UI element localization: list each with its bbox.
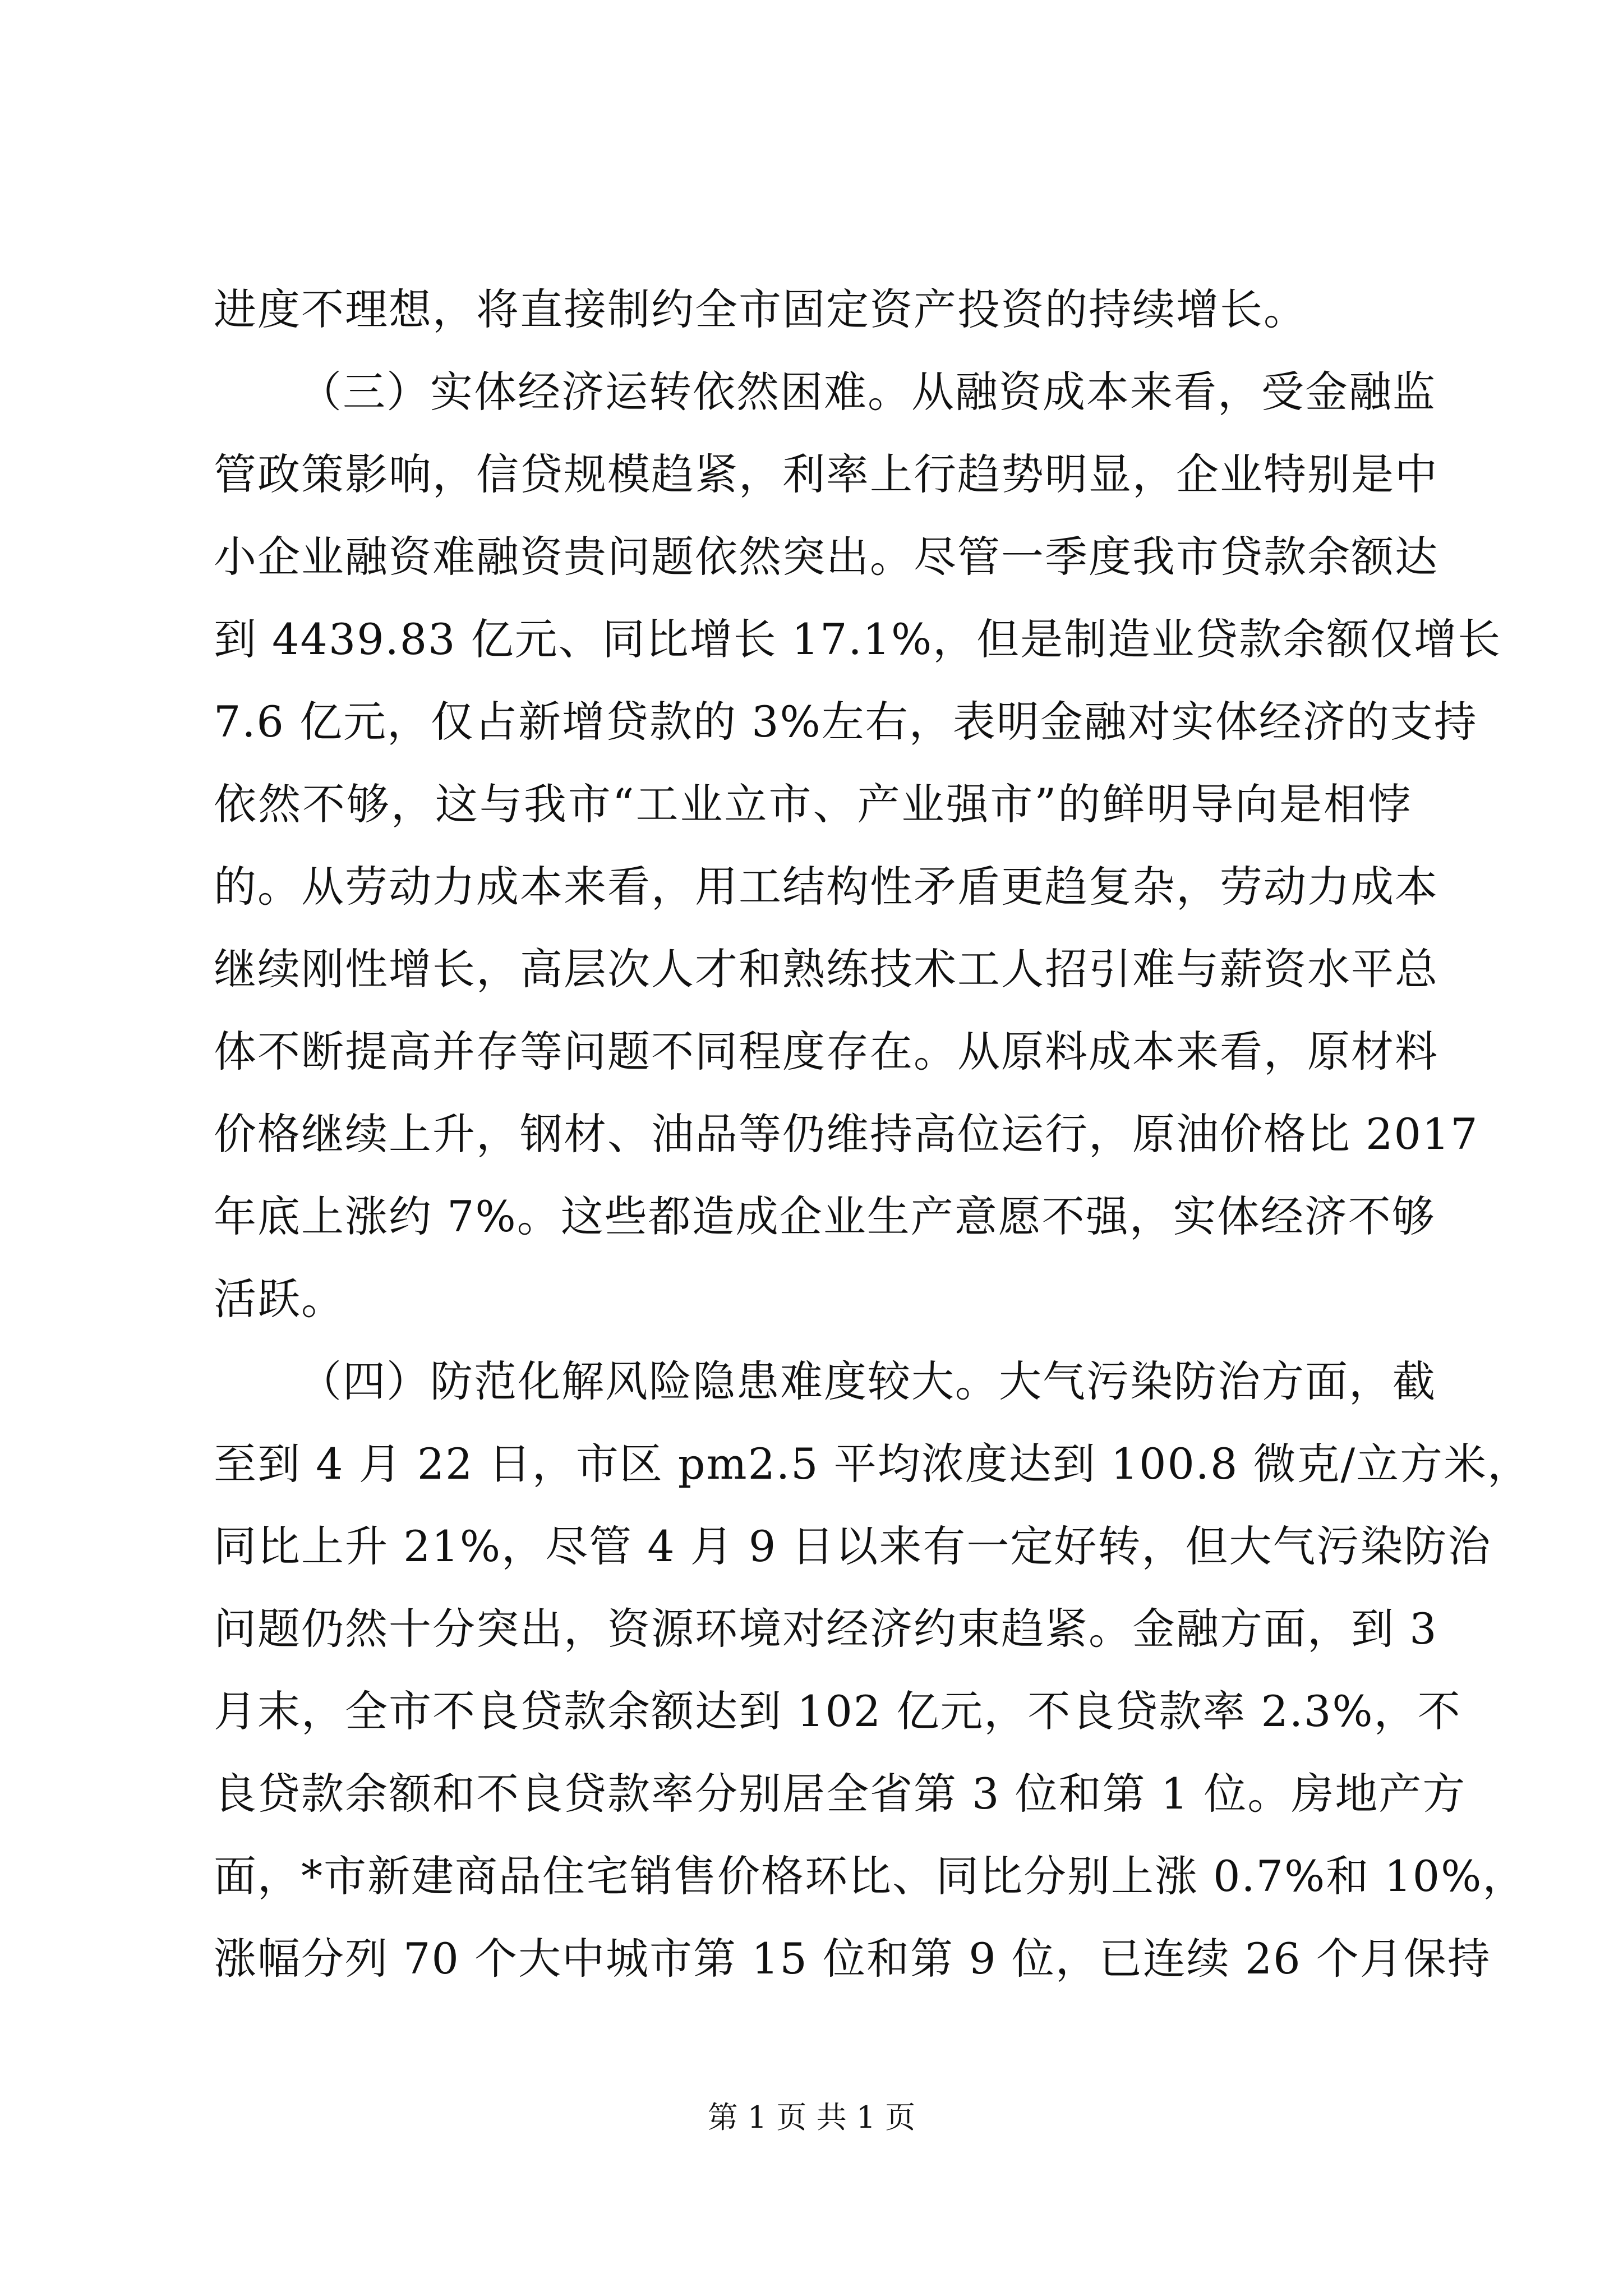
page-number-footer: 第 1 页 共 1 页 <box>707 2100 916 2135</box>
text-line: 7.6 亿元，仅占新增贷款的 3%左右，表明金融对实体经济的支持 <box>214 697 1478 747</box>
document-body <box>214 268 1532 2000</box>
text-line: 问题仍然十分突出，资源环境对经济约束趋紧。金融方面，到 3 <box>214 1604 1438 1654</box>
text-line: 年底上涨约 7%。这些都造成企业生产意愿不强，实体经济不够 <box>214 1191 1436 1241</box>
section-heading-line: （四）防范化解风险隐患难度较大。大气污染防治方面，截 <box>299 1356 1436 1406</box>
text-line: 面，*市新建商品住宅销售价格环比、同比分别上涨 0.7%和 10%， <box>214 1851 1527 1901</box>
section-heading-line: （三）实体经济运转依然困难。从融资成本来看，受金融监 <box>299 367 1436 417</box>
text-line: 价格继续上升，钢材、油品等仍维持高位运行，原油价格比 2017 <box>214 1109 1479 1159</box>
text-line: 至到 4 月 22 日，市区 pm2.5 平均浓度达到 100.8 微克/立方米， <box>214 1439 1532 1489</box>
text-line: 小企业融资难融资贵问题依然突出。尽管一季度我市贷款余额达 <box>214 532 1438 582</box>
text-line: 管政策影响，信贷规模趋紧，利率上行趋势明显，企业特别是中 <box>214 449 1438 499</box>
text-line: 体不断提高并存等问题不同程度存在。从原料成本来看，原材料 <box>214 1027 1438 1076</box>
text-line: 涨幅分列 70 个大中城市第 15 位和第 9 位，已连续 26 个月保持 <box>214 1934 1491 1984</box>
text-line: 良贷款余额和不良贷款率分别居全省第 3 位和第 1 位。房地产方 <box>214 1769 1467 1819</box>
text-line: 月末，全市不良贷款余额达到 102 亿元，不良贷款率 2.3%，不 <box>214 1686 1461 1736</box>
text-line: 同比上升 21%，尽管 4 月 9 日以来有一定好转，但大气污染防治 <box>214 1521 1492 1571</box>
text-line: 活跃。 <box>214 1274 345 1324</box>
text-line: 到 4439.83 亿元、同比增长 17.1%，但是制造业贷款余额仅增长 <box>214 614 1502 664</box>
text-line: 依然不够，这与我市“工业立市、产业强市”的鲜明导向是相悖 <box>214 779 1412 829</box>
text-line: 进度不理想，将直接制约全市固定资产投资的持续增长。 <box>214 284 1307 334</box>
text-line: 继续刚性增长，高层次人才和熟练技术工人招引难与薪资水平总 <box>214 944 1438 994</box>
text-line: 的。从劳动力成本来看，用工结构性矛盾更趋复杂，劳动力成本 <box>214 862 1438 912</box>
